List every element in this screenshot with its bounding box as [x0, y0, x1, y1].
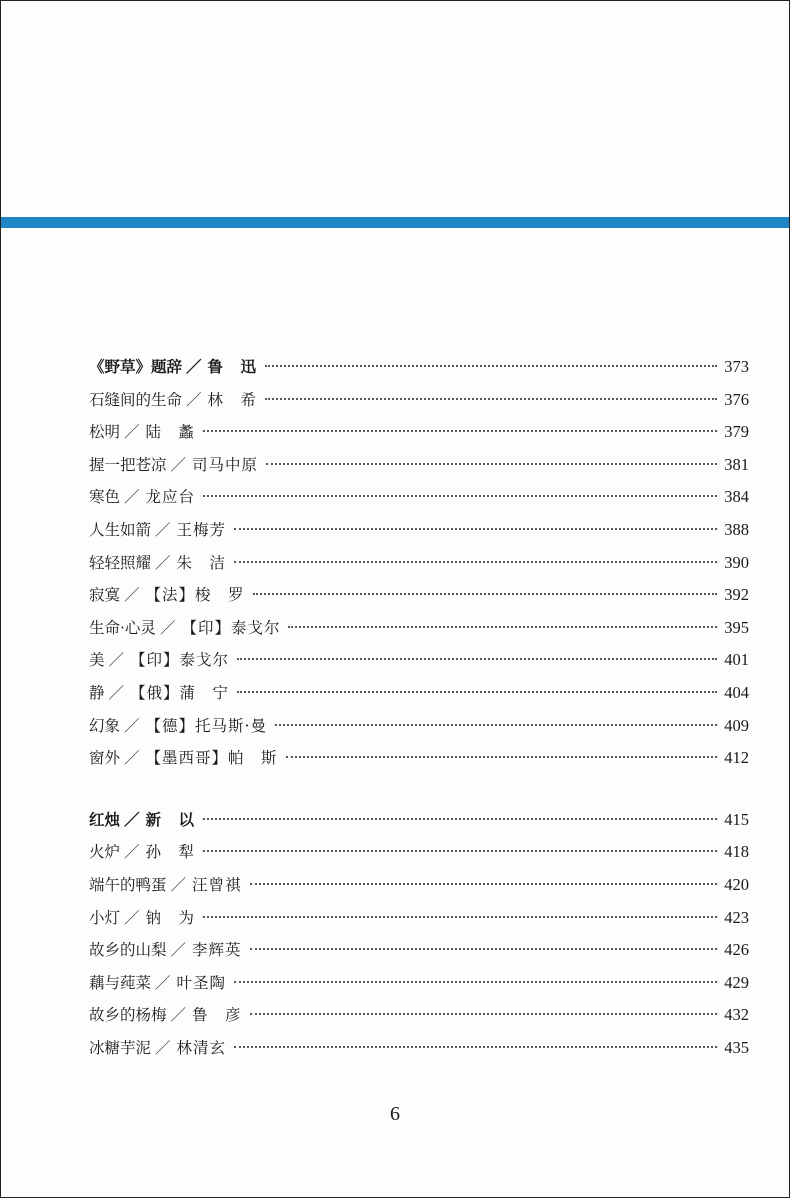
entry-author: 【德】托马斯·曼 [145, 716, 267, 735]
entry-page-number: 390 [724, 552, 749, 572]
toc-entry[interactable] [89, 869, 749, 902]
entry-author: 【俄】蒲 宁 [130, 683, 230, 702]
toc-entry[interactable] [89, 481, 749, 514]
toc-entry[interactable] [89, 644, 749, 677]
entry-title: 窗外 [89, 749, 121, 768]
entry-author: 【印】泰戈尔 [130, 651, 230, 670]
entry-author: 孙 犁 [145, 843, 196, 862]
toc-entry[interactable] [89, 547, 749, 580]
entry-page-number: 395 [724, 617, 749, 637]
entry-author: 李辉英 [192, 941, 242, 960]
dot-leader [234, 561, 717, 563]
entry-page-number: 404 [724, 682, 749, 702]
toc-entry[interactable] [89, 934, 749, 967]
entry-page-number: 435 [724, 1037, 749, 1057]
entry-page-number: 429 [724, 972, 749, 992]
entry-author: 龙应台 [145, 488, 196, 507]
entry-page-number: 373 [724, 357, 749, 376]
entry-title: 石缝间的生命 [89, 390, 183, 409]
entry-author: 钠 为 [145, 908, 196, 927]
entry-page-number: 420 [724, 874, 749, 894]
entry-title: 人生如箭 [89, 520, 152, 539]
dot-leader [237, 691, 717, 693]
entry-separator: ／ [108, 683, 125, 702]
entry-title: 火炉 [89, 843, 121, 862]
entry-separator: ／ [186, 358, 202, 376]
entry-author: 【墨西哥】帕 斯 [145, 749, 278, 768]
entry-title: 幻象 [89, 716, 121, 735]
entry-author: 司马中原 [192, 455, 259, 474]
entry-separator: ／ [155, 553, 171, 572]
entry-separator: ／ [124, 908, 140, 927]
entry-separator: ／ [170, 875, 187, 894]
toc-entry[interactable] [89, 804, 749, 837]
dot-leader [203, 916, 717, 918]
entry-title: 美 [89, 651, 105, 670]
dot-leader [250, 948, 717, 950]
dot-leader [286, 756, 717, 758]
entry-separator: ／ [124, 749, 140, 768]
toc-entry[interactable] [89, 449, 749, 482]
toc-entry[interactable] [89, 902, 749, 935]
toc-entry[interactable] [89, 999, 749, 1032]
toc-entry[interactable] [89, 967, 749, 1000]
entry-title: 静 [89, 683, 105, 702]
entry-title: 藕与莼菜 [89, 973, 152, 992]
entry-page-number: 423 [724, 907, 749, 927]
dot-leader [234, 528, 717, 530]
toc-entry[interactable] [89, 612, 749, 645]
entry-page-number: 409 [724, 715, 749, 735]
entry-author: 朱 洁 [176, 553, 227, 572]
toc-entry[interactable] [89, 416, 749, 449]
entry-title: 寒色 [89, 488, 121, 507]
dot-leader [265, 365, 717, 367]
entry-separator: ／ [124, 716, 140, 735]
dot-leader [203, 430, 717, 432]
dot-leader [250, 1013, 717, 1015]
entry-author: 鲁 彦 [192, 1006, 242, 1025]
entry-page-number: 432 [724, 1005, 749, 1025]
entry-title: 松明 [89, 423, 121, 442]
toc-entry[interactable] [89, 351, 749, 384]
dot-leader [265, 398, 717, 400]
entry-title: 轻轻照耀 [89, 553, 152, 572]
entry-page-number: 401 [724, 650, 749, 670]
toc-entry[interactable] [89, 384, 749, 417]
entry-title: 故乡的山梨 [89, 941, 167, 960]
dot-leader [253, 593, 717, 595]
entry-title: 《野草》题辞 [89, 358, 183, 376]
entry-separator: ／ [155, 973, 171, 992]
entry-author: 【印】泰戈尔 [181, 618, 281, 637]
entry-page-number: 418 [724, 842, 749, 862]
entry-author: 叶圣陶 [176, 973, 227, 992]
entry-author: 林 希 [207, 390, 258, 409]
entry-separator: ／ [108, 651, 125, 670]
dot-leader [203, 495, 717, 497]
entry-page-number: 415 [724, 809, 749, 829]
entry-separator: ／ [155, 520, 171, 539]
entry-author: 林清玄 [176, 1038, 227, 1057]
dot-leader [203, 818, 717, 820]
entry-separator: ／ [124, 586, 140, 605]
entry-author: 汪曾祺 [192, 875, 242, 894]
toc-entry[interactable] [89, 1032, 749, 1065]
entry-title: 小灯 [89, 908, 121, 927]
entry-separator: ／ [124, 810, 140, 829]
entry-author: 陆 蠡 [145, 423, 196, 442]
entry-page-number: 384 [724, 487, 749, 507]
entry-separator: ／ [170, 1006, 187, 1025]
entry-separator: ／ [124, 843, 140, 862]
dot-leader [288, 626, 717, 628]
dot-leader [234, 1046, 717, 1048]
entry-title: 生命·心灵 [89, 618, 156, 637]
toc-entry[interactable] [89, 742, 749, 775]
entry-title: 端午的鸭蛋 [89, 875, 167, 894]
entry-separator: ／ [186, 390, 202, 409]
entry-separator: ／ [155, 1038, 171, 1057]
entry-page-number: 381 [724, 454, 749, 474]
dot-leader [234, 981, 717, 983]
dot-leader [203, 850, 717, 852]
page-number: 6 [390, 1103, 400, 1125]
entry-page-number: 426 [724, 940, 749, 960]
entry-page-number: 388 [724, 519, 749, 539]
entry-author: 【法】梭 罗 [145, 586, 245, 605]
entry-separator: ／ [170, 455, 187, 474]
dot-leader [266, 463, 717, 465]
entry-separator: ／ [159, 618, 176, 637]
dot-leader [275, 724, 717, 726]
toc-entry[interactable] [89, 836, 749, 869]
entry-title: 寂寞 [89, 586, 121, 605]
entry-page-number: 392 [724, 585, 749, 605]
toc-entry[interactable] [89, 579, 749, 612]
entry-separator: ／ [170, 941, 187, 960]
entry-title: 握一把苍凉 [89, 455, 167, 474]
entry-title: 冰糖芋泥 [89, 1038, 152, 1057]
toc-entry[interactable] [89, 514, 749, 547]
entry-page-number: 379 [724, 422, 749, 442]
toc-entry[interactable] [89, 677, 749, 710]
table-of-contents [89, 351, 749, 1064]
entry-author: 王梅芳 [176, 520, 227, 539]
entry-author: 新 以 [145, 809, 196, 829]
entry-page-number: 376 [724, 389, 749, 409]
dot-leader [250, 883, 717, 885]
entry-title: 红烛 [89, 810, 121, 829]
dot-leader [237, 658, 717, 660]
toc-entry[interactable] [89, 710, 749, 743]
entry-separator: ／ [124, 488, 140, 507]
header-band [1, 217, 789, 228]
entry-separator: ／ [124, 423, 140, 442]
entry-page-number: 412 [724, 748, 749, 768]
section-gap [89, 775, 749, 804]
entry-author: 鲁 迅 [207, 357, 258, 376]
entry-title: 故乡的杨梅 [89, 1006, 167, 1025]
